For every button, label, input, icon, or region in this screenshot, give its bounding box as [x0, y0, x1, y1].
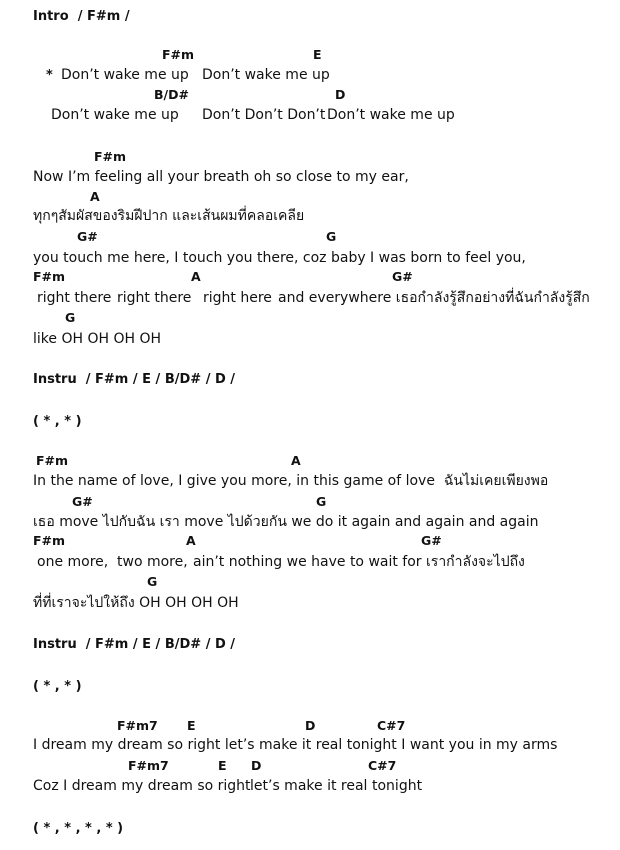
lyric-line: เธอ move ไปกับฉัน เรา move ไปด้วยกัน we do it again and again and again — [33, 514, 539, 530]
chord: D — [305, 718, 316, 733]
lyric-line: Coz I dream my dream so right — [33, 778, 251, 794]
repeat-marker: ( * , * ) — [33, 414, 82, 429]
chord: A — [191, 269, 201, 284]
lyric-line: let’s make it real — [250, 778, 368, 794]
chord: A — [291, 453, 301, 468]
chord: F#m7 — [117, 718, 158, 733]
lyric-line: tonight — [372, 778, 423, 794]
repeat-marker: ( * , * , * , * ) — [33, 821, 124, 836]
chord: F#m — [33, 533, 66, 548]
chord: G# — [77, 229, 98, 244]
chord: G — [147, 574, 158, 589]
lyric-line: Don’t wake me up — [61, 67, 189, 83]
chord: C#7 — [377, 718, 406, 733]
chord: A — [90, 189, 100, 204]
lyric-line: right there — [37, 290, 112, 306]
chord: F#m — [94, 149, 127, 164]
lyric-line: right here — [203, 290, 272, 306]
lyric-line: ที่ที่เราจะไปให้ถึง OH OH OH OH — [33, 595, 239, 611]
chorus-marker: * — [46, 68, 53, 83]
chord: E — [187, 718, 196, 733]
chord: F#m — [162, 47, 195, 62]
chord: F#m7 — [128, 758, 169, 773]
chord: C#7 — [368, 758, 397, 773]
instrumental-heading: Instru / F#m / E / B/D# / D / — [33, 637, 236, 652]
chord: G# — [72, 494, 93, 509]
lyric-line: ain’t nothing we have to wait for เรากำลังจะไปถึง — [193, 554, 525, 570]
chord: G# — [421, 533, 442, 548]
lyric-line: Don’t Don’t Don’t — [202, 107, 326, 123]
lyric-line: ทุกๆสัมผัสของริมฝีปาก และเส้นผมที่คลอเคลีย — [33, 208, 305, 224]
lyric-line: Don’t wake me up — [51, 107, 179, 123]
chord: G — [316, 494, 327, 509]
chord: A — [186, 533, 196, 548]
lyric-line: I dream my dream so right let’s make it real tonight I want you in my arms — [33, 737, 558, 753]
lyric-line: Now I’m feeling all your breath oh so close to my ear, — [33, 169, 409, 185]
chord: D — [251, 758, 262, 773]
chord: E — [313, 47, 322, 62]
lyric-line: like OH OH OH OH — [33, 331, 161, 347]
lyric-line: you touch me here, I touch you there, coz baby I was born to feel you, — [33, 250, 526, 266]
lyric-line: one more, — [37, 554, 109, 570]
instrumental-heading: Instru / F#m / E / B/D# / D / — [33, 372, 236, 387]
chord: G — [65, 310, 76, 325]
chord: B/D# — [154, 87, 189, 102]
chord: D — [335, 87, 346, 102]
lyric-line: Don’t wake me up — [202, 67, 330, 83]
chord: G# — [392, 269, 413, 284]
chord: G — [326, 229, 337, 244]
lyric-line: and everywhere เธอกำลังรู้สึกอย่างที่ฉันกำลังรู้สึก — [278, 290, 590, 306]
lyric-line: two more, — [117, 554, 188, 570]
lyric-line: right there — [117, 290, 192, 306]
intro-heading: Intro / F#m / — [33, 9, 130, 24]
chord: F#m — [36, 453, 69, 468]
lyric-line: Don’t wake me up — [327, 107, 455, 123]
chord: E — [218, 758, 227, 773]
repeat-marker: ( * , * ) — [33, 679, 82, 694]
lyric-line: In the name of love, I give you more, in this game of love ฉันไม่เคยเพียงพอ — [33, 473, 549, 489]
chord: F#m — [33, 269, 66, 284]
